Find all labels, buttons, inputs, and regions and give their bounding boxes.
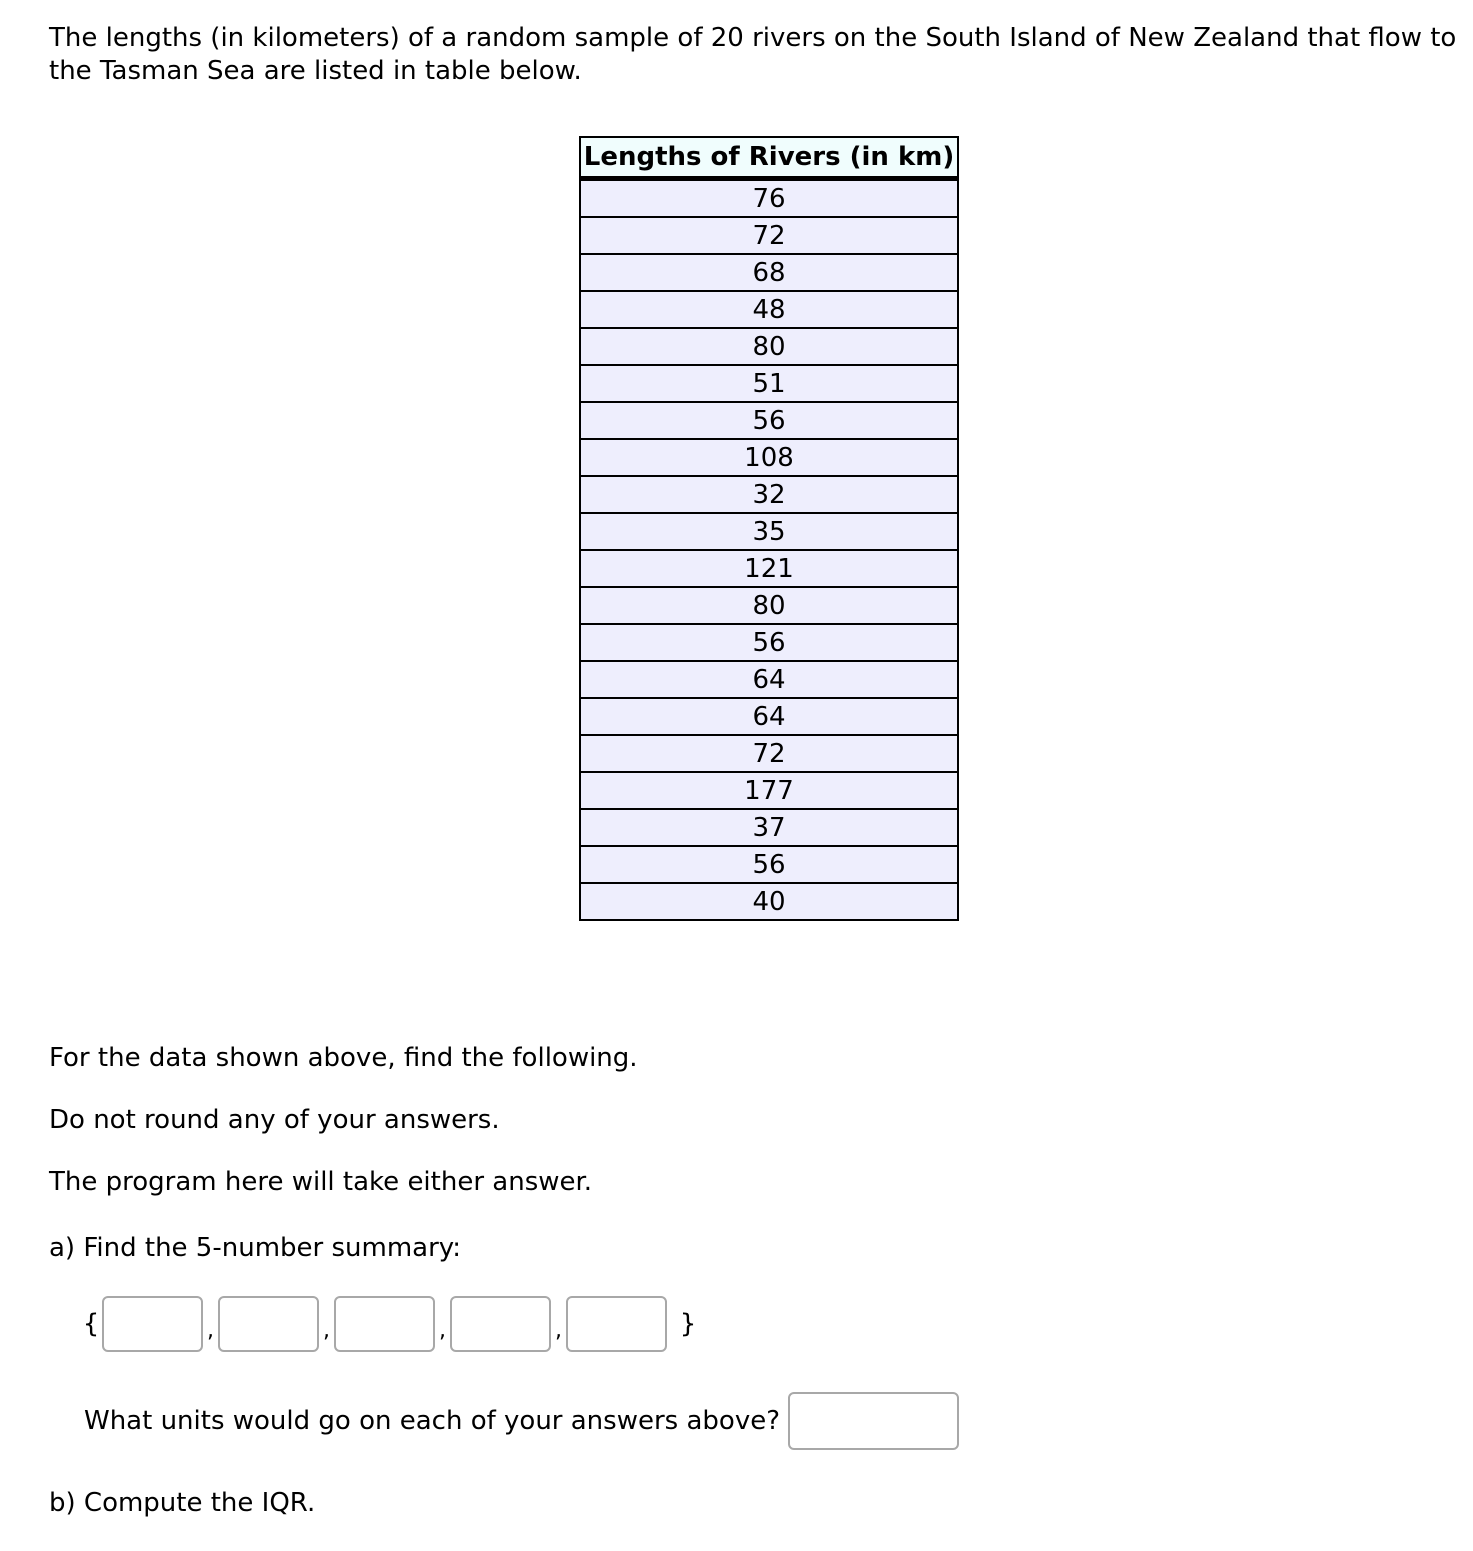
table-cell: 64 [580,661,958,698]
summary-max-input[interactable] [566,1296,667,1352]
table-cell: 51 [580,365,958,402]
table-row [580,661,958,698]
table-cell: 108 [580,439,958,476]
summary-q1-input[interactable] [218,1296,319,1352]
table-cell: 48 [580,291,958,328]
table-row [580,476,958,513]
river-lengths-table [579,136,959,921]
table-cell: 56 [580,624,958,661]
instruction-no-round: Do not round any of your answers. [49,1105,500,1135]
part-a-label: a) Find the 5-number summary: [49,1233,462,1263]
comma-separator: , [323,1317,330,1343]
instruction-find: For the data shown above, find the following. [49,1043,638,1073]
table-cell: 68 [580,254,958,291]
table-cell: 56 [580,402,958,439]
table-row [580,254,958,291]
units-row [84,1391,959,1451]
table-cell: 76 [580,179,958,218]
close-brace: } [679,1309,697,1339]
table-row [580,402,958,439]
table-row [580,809,958,846]
table-cell: 37 [580,809,958,846]
table-row [580,365,958,402]
table-row [580,328,958,365]
comma-separator: , [555,1317,562,1343]
comma-separator: , [207,1317,214,1343]
table-row [580,735,958,772]
units-question: What units would go on each of your answers above? [84,1406,780,1436]
table-row [580,698,958,735]
table-row [580,179,958,218]
table-cell: 80 [580,328,958,365]
table-row [580,772,958,809]
comma-separator: , [439,1317,446,1343]
summary-min-input[interactable] [102,1296,203,1352]
table-row [580,513,958,550]
table-row [580,291,958,328]
table-cell: 72 [580,735,958,772]
problem-intro: The lengths (in kilometers) of a random sample of 20 rivers on the South Island of New Zealand that flow to the Tasman Sea are listed in table below. [49,23,1457,86]
table-cell: 72 [580,217,958,254]
table-row [580,587,958,624]
table-row [580,624,958,661]
units-input[interactable] [788,1392,959,1450]
table-cell: 64 [580,698,958,735]
table-cell: 56 [580,846,958,883]
five-number-summary-row [80,1294,699,1354]
table-cell: 80 [580,587,958,624]
instruction-either-answer: The program here will take either answer. [49,1167,593,1197]
table-row [580,883,958,920]
summary-median-input[interactable] [334,1296,435,1352]
open-brace: { [82,1309,100,1339]
table-row [580,846,958,883]
part-b-label: b) Compute the IQR. [49,1488,316,1518]
table-row [580,550,958,587]
table-row [580,439,958,476]
table-cell: 35 [580,513,958,550]
summary-q3-input[interactable] [450,1296,551,1352]
table-cell: 177 [580,772,958,809]
table-cell: 40 [580,883,958,920]
table-cell: 32 [580,476,958,513]
table-row [580,217,958,254]
table-header: Lengths of Rivers (in km) [580,137,958,179]
table-cell: 121 [580,550,958,587]
